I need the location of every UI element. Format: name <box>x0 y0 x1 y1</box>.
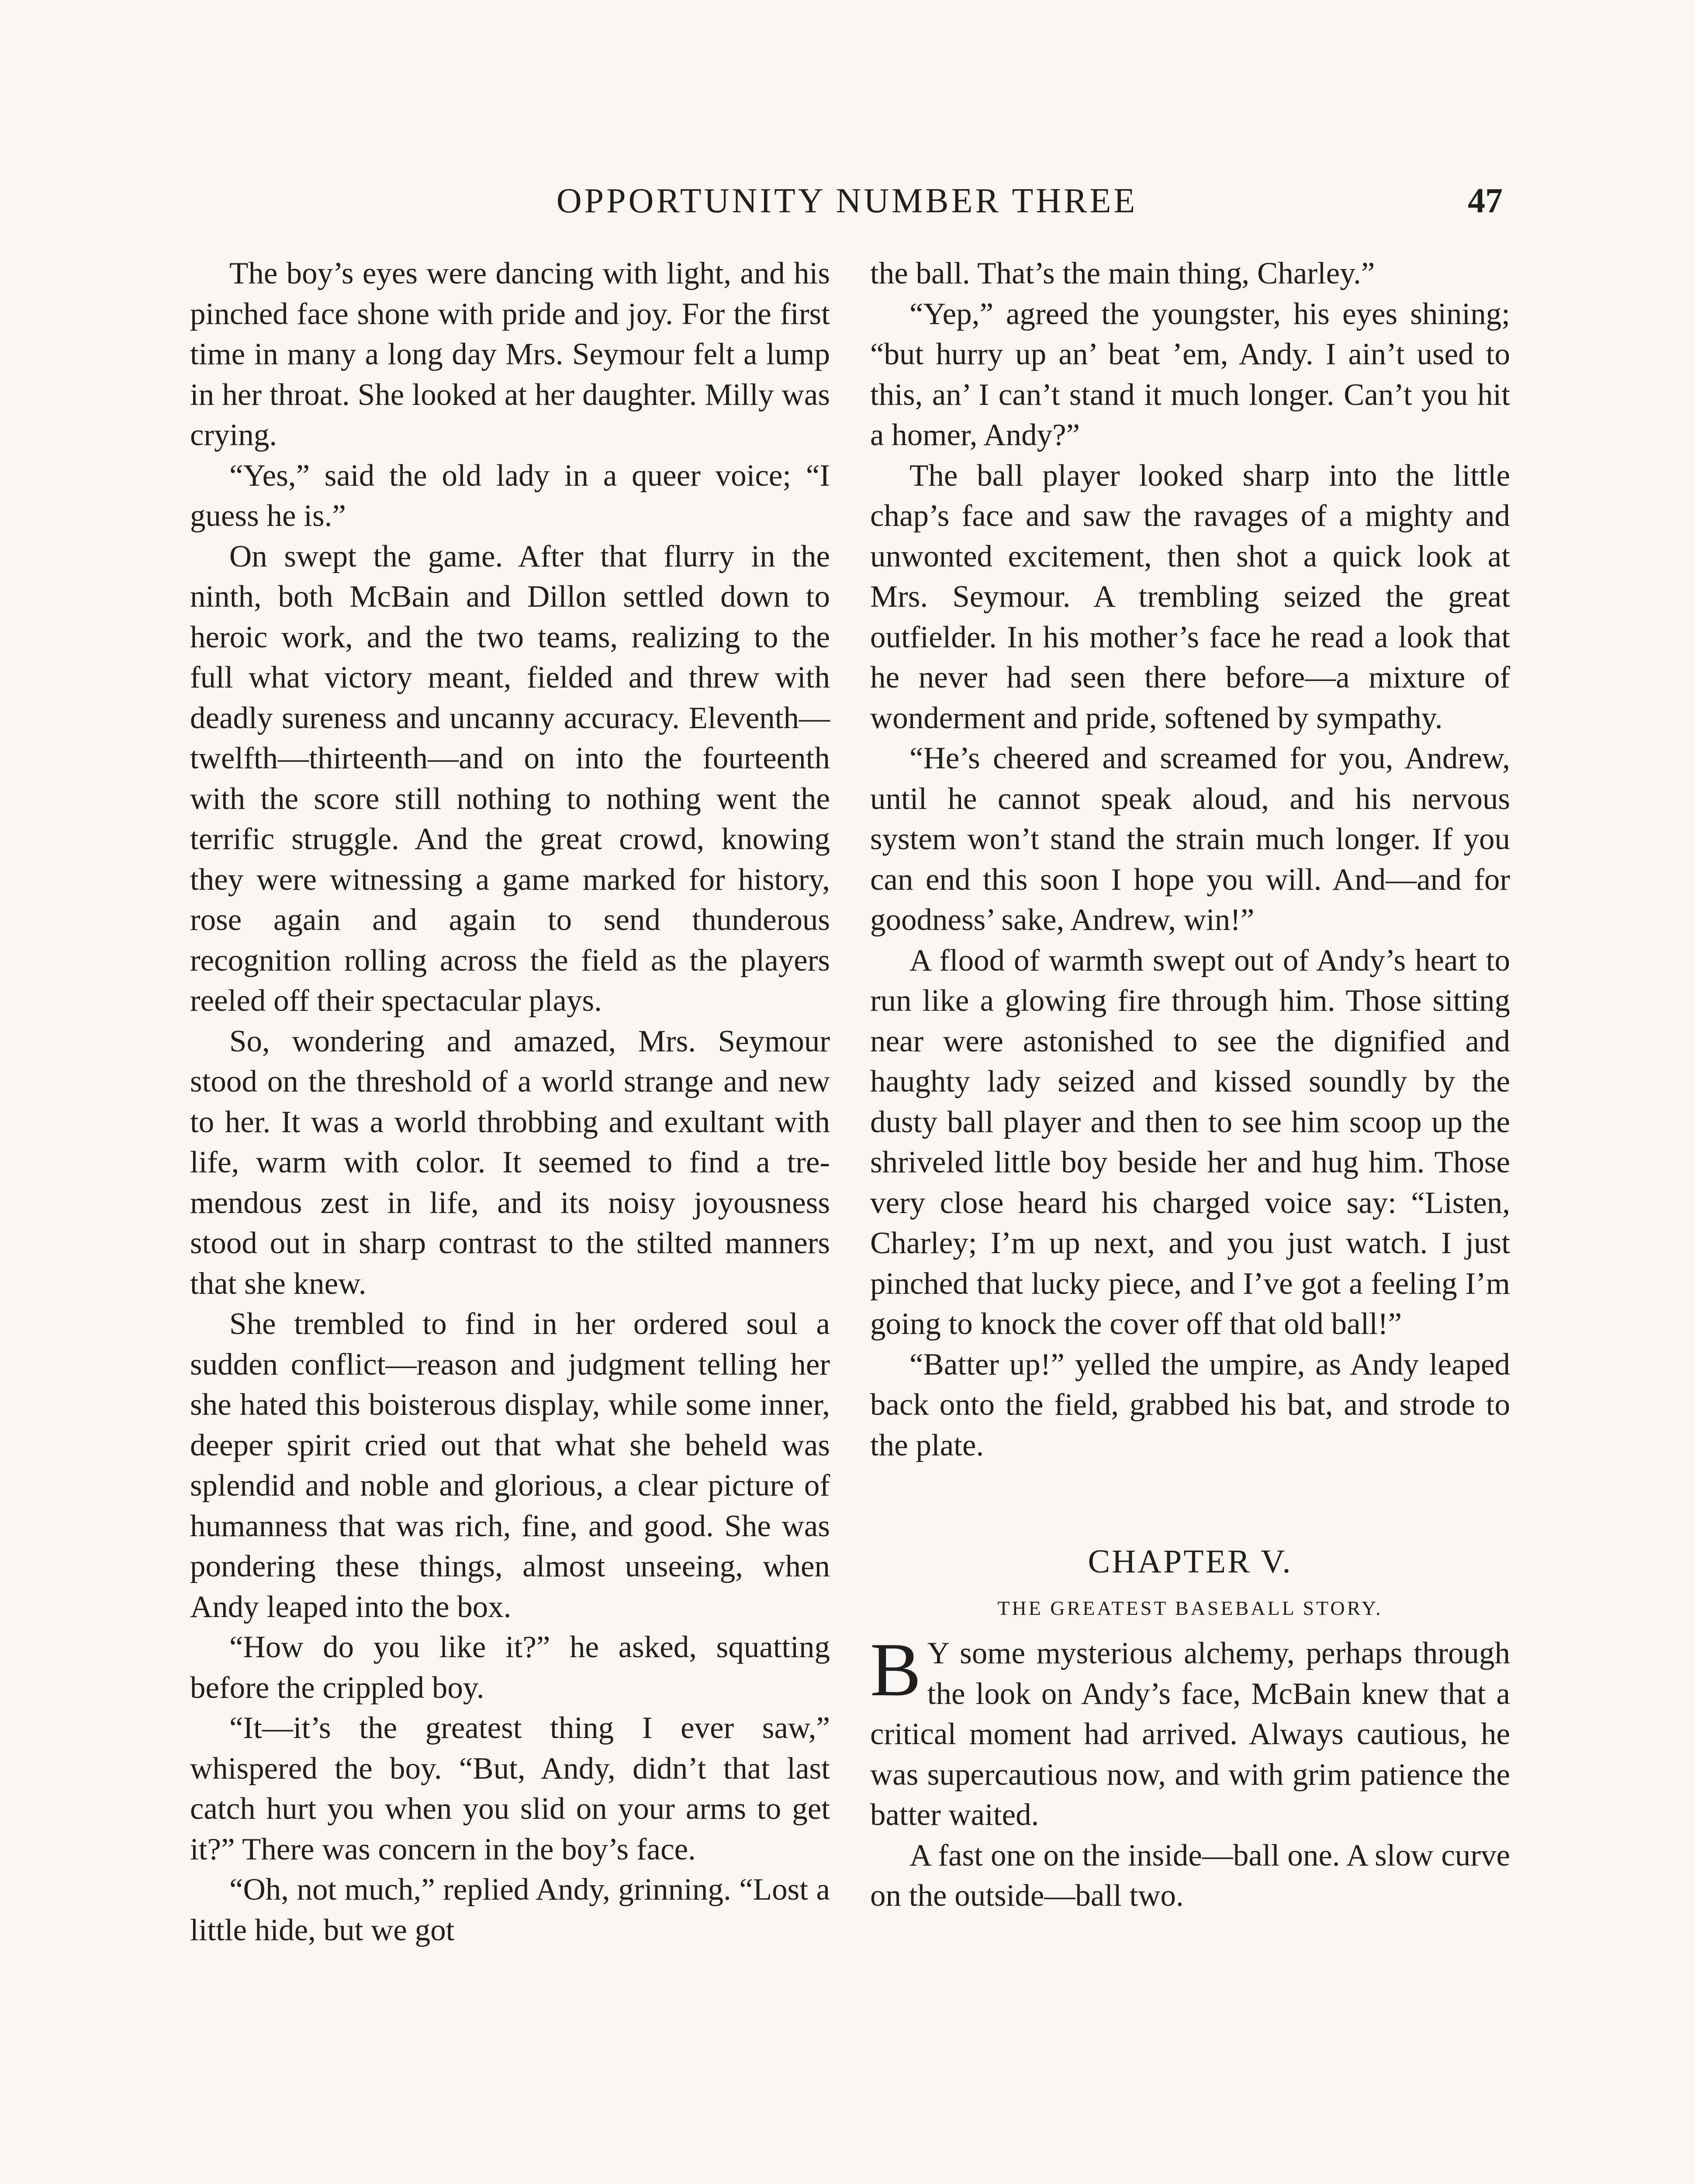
chapter-opening-paragraph <box>870 1627 1510 1835</box>
paragraph: “Yes,” said the old lady in a queer voice; “I guess he is.” <box>190 458 830 533</box>
paragraph: “Oh, not much,” replied Andy, grinning. “Lost a little hide, but we got <box>190 1873 830 1947</box>
chapter-subtitle: THE GREATEST BASEBALL STORY. <box>997 1597 1383 1619</box>
drop-cap: B <box>870 1627 921 1712</box>
paragraph: On swept the game. After that flurry in the ninth, both McBain and Dillon settled down to heroic work, and the two teams, realizing to the full what victory meant, fielded and threw with deadly sureness and uncanny accuracy. Eleventh—twelfth—thirteenth—and on into the fourteenth with the score still nothing to nothing went the terrific struggle. And the great crowd, knowing they were witnessing a game marked for history, rose again and again to send thunderous recognition rolling across the field as the players reeled off their spectacular plays. <box>190 539 830 1018</box>
paragraph: The boy’s eyes were dancing with light, and his pinched face shone with pride and joy. For the first time in many a long day Mrs. Seymour felt a lump in her throat. She looked at her daughter. Milly was crying. <box>190 256 830 452</box>
left-text-column <box>190 253 830 1950</box>
paragraph: “It—it’s the greatest thing I ever saw,” whispered the boy. “But, Andy, didn’t that last catch hurt you when you slid on your arms to get it?” There was concern in the boy’s face. <box>190 1711 830 1866</box>
paragraph: “He’s cheered and screamed for you, Andrew, until he cannot speak aloud, and his nervous system won’t stand the strain much longer. If you can end this soon I hope you will. And—and for goodness’ sake, Andrew, win!” <box>870 741 1510 937</box>
paragraph: A fast one on the inside—ball one. A slow curve on the outside—ball two. <box>870 1838 1510 1913</box>
right-text-column <box>870 253 1510 1916</box>
paragraph: “How do you like it?” he asked, squatting before the crippled boy. <box>190 1630 830 1705</box>
paragraph: The ball player looked sharp into the little chap’s face and saw the ravages of a mighty and unwonted excitement, then shot a quick look at Mrs. Seymour. A trembling seized the great outfielder. In his mother’s face he read a look that he never had seen there before—a mixture of wonderment and pride, softened by sympathy. <box>870 458 1510 735</box>
continued-paragraph: the ball. That’s the main thing, Charley.” <box>870 256 1375 290</box>
paragraph: A flood of warmth swept out of Andy’s heart to run like a glowing fire through him. Those sitting near were astonished to see the dignified and haughty lady seized and kissed soundly by the dusty ball player and then to see him scoop up the shriveled little boy beside her and hug him. Those very close heard his charged voice say: “Listen, Charley; I’m up next, and you just watch. I just pinched that lucky piece, and I’ve got a feeling I’m going to knock the cover off that old ball!” <box>870 943 1510 1341</box>
chapter-heading: CHAPTER V. <box>1088 1543 1293 1580</box>
paragraph: “Batter up!” yelled the umpire, as Andy leaped back onto the field, grabbed his bat, and strode to the plate. <box>870 1347 1510 1462</box>
running-title: OPPORTUNITY NUMBER THREE <box>556 182 1138 220</box>
opening-text: Y some mysterious alchemy, perhaps through the look on Andy’s face, McBain knew that a critical moment had arrived. Always cautious, he was supercautious now, and with grim patience the batter waited. <box>870 1636 1510 1832</box>
page-header <box>0 175 1694 227</box>
paragraph: So, wondering and amazed, Mrs. Seymour stood on the threshold of a world strange and new to her. It was a world throbbing and exultant with life, warm with color. It seemed to find a tremendous zest in life, and its noisy joyousness stood out in sharp contrast to the stilted manners that she knew. <box>190 1024 830 1301</box>
page-number: 47 <box>1468 182 1503 220</box>
paragraph: “Yep,” agreed the youngster, his eyes shining; “but hurry up an’ beat ’em, Andy. I ain’t used to this, an’ I can’t stand it much longer. Can’t you hit a homer, Andy?” <box>870 297 1510 452</box>
paragraph: She trembled to find in her ordered soul a sudden conflict—reason and judgment telling her she hated this boisterous display, while some inner, deeper spirit cried out that what she beheld was splendid and noble and glorious, a clear picture of humanness that was rich, fine, and good. She was pondering these things, almost unseeing, when Andy leaped into the box. <box>190 1307 830 1624</box>
